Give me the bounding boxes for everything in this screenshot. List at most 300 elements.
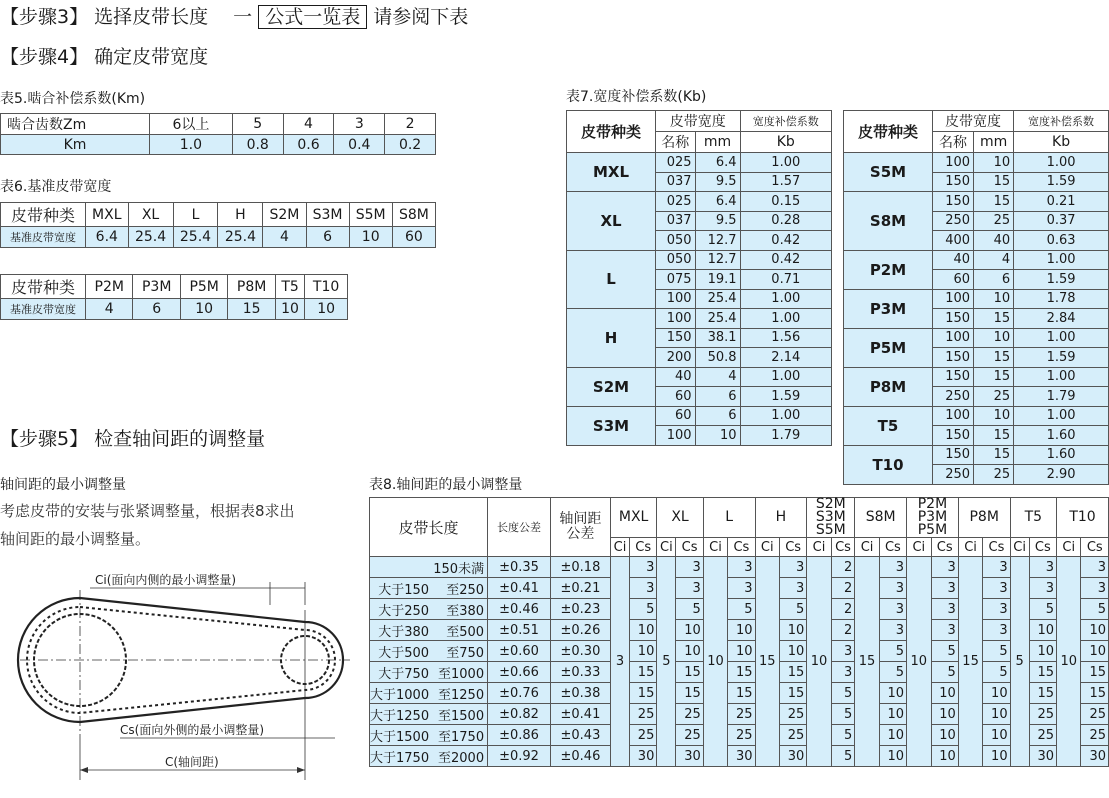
t8-cs-cell: 3: [1081, 557, 1109, 578]
t6a-head-cell: L: [173, 203, 218, 227]
t6a-head-cell: MXL: [86, 203, 129, 227]
t8-cs-cell: 3: [879, 620, 906, 641]
t7-name-cell: 100: [656, 426, 696, 446]
t6a-value-cell: 4: [263, 227, 306, 248]
t7-name-cell: 40: [656, 367, 696, 387]
t6b-value-cell: 基准皮带宽度: [1, 299, 86, 320]
t7-type-cell: XL: [567, 192, 656, 251]
t7-kb-cell: 1.59: [1014, 270, 1109, 290]
t5-head-cell: 5: [232, 114, 283, 135]
table6b-base-width: [0, 274, 348, 320]
t7-head-mm: mm: [974, 132, 1014, 153]
step5-heading: 【步骤5】 检查轴间距的调整量: [0, 428, 266, 450]
t7-head-kb1: 宽度补偿系数: [740, 111, 831, 132]
t7-head-kb2: Kb: [740, 132, 831, 153]
t8-cs-cell: 10: [983, 725, 1010, 746]
t8-cs-cell: 15: [1081, 683, 1109, 704]
t7-name-cell: 250: [933, 465, 974, 485]
t8-cs-cell: 10: [676, 620, 703, 641]
t7-type-cell: S2M: [567, 367, 656, 406]
t8-to-cell: 150未满: [432, 557, 488, 578]
t7-mm-cell: 6.4: [695, 153, 740, 173]
t8-head-ci: Ci: [1010, 538, 1029, 557]
t6b-value-cell: 10: [275, 299, 304, 320]
t7-type-cell: MXL: [567, 153, 656, 192]
t7-type-cell: P5M: [844, 328, 933, 367]
t7-name-cell: 150: [933, 192, 974, 212]
t7-mm-cell: 6: [974, 270, 1014, 290]
t6a-value-cell: 25.4: [128, 227, 173, 248]
t8-cs-cell: 5: [676, 599, 703, 620]
t7-mm-cell: 25.4: [695, 289, 740, 309]
t8-cs-cell: 10: [728, 620, 755, 641]
t8-cs-cell: 30: [630, 746, 657, 767]
t8-head-type: H: [755, 498, 807, 538]
t8-cs-cell: 30: [1029, 746, 1056, 767]
t7-name-cell: 025: [656, 192, 696, 212]
t7-kb-cell: 0.37: [1014, 211, 1109, 231]
t8-head-ci: Ci: [703, 538, 727, 557]
t8-cs-cell: 5: [931, 662, 958, 683]
t8-head-tol: 长度公差: [488, 498, 551, 557]
t8-cs-cell: 25: [728, 725, 755, 746]
t8-head-type: S2M S3M S5M: [807, 498, 855, 538]
t8-cs-cell: 10: [780, 641, 807, 662]
t8-cs-cell: 15: [1029, 683, 1056, 704]
cs-label: Cs(面向外侧的最小调整量): [120, 723, 264, 737]
t8-to-cell: 至1000: [432, 662, 488, 683]
t6b-value-cell: 4: [86, 299, 133, 320]
t8-cs-cell: 25: [676, 704, 703, 725]
t8-to-cell: 至2000: [432, 746, 488, 767]
t5-head-cell: 4: [283, 114, 334, 135]
t7-head-type: 皮带种类: [567, 111, 656, 153]
t5-value-cell: Km: [1, 135, 150, 155]
t7-head-kb1: 宽度补偿系数: [1014, 111, 1109, 132]
t7-name-cell: 200: [656, 348, 696, 368]
t6b-value-cell: 10: [305, 299, 348, 320]
t8-cs-cell: 5: [630, 599, 657, 620]
t8-cs-cell: 3: [931, 599, 958, 620]
t8-tol-cell: ±0.76: [488, 683, 551, 704]
t7-name-cell: 050: [656, 250, 696, 270]
t8-head-cs: Cs: [983, 538, 1010, 557]
t7-kb-cell: 1.00: [1014, 153, 1109, 173]
t8-cs-cell: 10: [983, 683, 1010, 704]
t8-head-type: MXL: [610, 498, 656, 538]
t7-head-name: 名称: [933, 132, 974, 153]
t8-cs-cell: 25: [1081, 725, 1109, 746]
t8-cs-cell: 10: [780, 620, 807, 641]
t6a-head-cell: S8M: [392, 203, 435, 227]
t7-name-cell: 150: [933, 367, 974, 387]
t8-cs-cell: 5: [831, 683, 855, 704]
t8-tol-cell: ±0.66: [488, 662, 551, 683]
t8-cs-cell: 10: [931, 683, 958, 704]
t8-from-cell: [370, 557, 433, 578]
t7-mm-cell: 15: [974, 309, 1014, 329]
t8-cs-cell: 10: [879, 746, 906, 767]
t7-head-name: 名称: [656, 132, 696, 153]
t8-from-cell: 大于1500: [370, 725, 433, 746]
t5-value-cell: 0.8: [232, 135, 283, 155]
step3-tail: 请参阅下表: [373, 6, 469, 28]
t7-mm-cell: 19.1: [695, 270, 740, 290]
t8-head-type: P8M: [958, 498, 1010, 538]
t8-ci-cell: 5: [1010, 557, 1029, 767]
t6b-head-cell: P8M: [228, 275, 275, 299]
t8-head-ci: Ci: [610, 538, 629, 557]
t6b-value-cell: 10: [180, 299, 227, 320]
t8-head-ci: Ci: [958, 538, 982, 557]
t8-cs-cell: 30: [1081, 746, 1109, 767]
t8-cs-cell: 10: [931, 746, 958, 767]
t8-tol-cell: ±0.92: [488, 746, 551, 767]
t7-mm-cell: 12.7: [695, 231, 740, 251]
t7-kb-cell: 0.28: [740, 211, 831, 231]
t8-ci-cell: 10: [703, 557, 727, 767]
t8-cs-cell: 15: [728, 662, 755, 683]
t8-head-type: T10: [1057, 498, 1109, 538]
t7-mm-cell: 15: [974, 172, 1014, 192]
t8-cs-cell: 10: [879, 704, 906, 725]
t7-name-cell: 100: [933, 289, 974, 309]
t8-cs-cell: 3: [879, 599, 906, 620]
t8-cs-cell: 3: [931, 578, 958, 599]
t7-type-cell: S3M: [567, 406, 656, 445]
t8-from-cell: 大于1000: [370, 683, 433, 704]
t7-name-cell: 150: [933, 348, 974, 368]
t8-to-cell: 至750: [432, 641, 488, 662]
t7-mm-cell: 10: [974, 328, 1014, 348]
t7-kb-cell: 1.00: [740, 289, 831, 309]
t8-cs-cell: 5: [931, 641, 958, 662]
t7-type-cell: S5M: [844, 153, 933, 192]
t7-name-cell: 60: [933, 270, 974, 290]
t7-kb-cell: 1.59: [1014, 348, 1109, 368]
t6b-head-cell: P3M: [133, 275, 180, 299]
t8-cs-cell: 10: [630, 620, 657, 641]
t7-kb-cell: 1.00: [1014, 406, 1109, 426]
t7-kb-cell: 1.00: [740, 153, 831, 173]
t8-from-cell: 大于1750: [370, 746, 433, 767]
t7-mm-cell: 25.4: [695, 309, 740, 329]
t7-kb-cell: 1.79: [740, 426, 831, 446]
table8-caption: 表8.轴间距的最小调整量: [369, 477, 523, 493]
t8-cs-cell: 30: [728, 746, 755, 767]
t8-cs-cell: 2: [831, 578, 855, 599]
t7-head-mm: mm: [695, 132, 740, 153]
t8-cs-cell: 25: [676, 725, 703, 746]
t7-kb-cell: 2.90: [1014, 465, 1109, 485]
t8-cs-cell: 10: [630, 641, 657, 662]
t7-mm-cell: 6.4: [695, 192, 740, 212]
t8-tol-cell: ±0.82: [488, 704, 551, 725]
step4-heading: 【步骤4】 确定皮带宽度: [0, 46, 209, 68]
t7-mm-cell: 15: [974, 426, 1014, 446]
t8-to-cell: 至1750: [432, 725, 488, 746]
section5-desc1: 考虑皮带的安装与张紧调整量，根据表8求出: [0, 502, 295, 520]
t8-axis-cell: ±0.41: [550, 704, 610, 725]
t7-name-cell: 025: [656, 153, 696, 173]
t7-type-cell: T10: [844, 445, 933, 484]
t8-cs-cell: 3: [983, 599, 1010, 620]
t7-mm-cell: 50.8: [695, 348, 740, 368]
belt-diagram: [0, 570, 360, 790]
t8-to-cell: 至1500: [432, 704, 488, 725]
t7-type-cell: P3M: [844, 289, 933, 328]
t8-cs-cell: 5: [728, 599, 755, 620]
t8-cs-cell: 3: [931, 620, 958, 641]
t6a-head-cell: S3M: [306, 203, 349, 227]
t8-cs-cell: 25: [630, 725, 657, 746]
t8-head-length: 皮带长度: [370, 498, 488, 557]
t8-head-type: S8M: [855, 498, 907, 538]
t8-head-cs: Cs: [728, 538, 755, 557]
t7-name-cell: 037: [656, 211, 696, 231]
section5-subtitle: 轴间距的最小调整量: [0, 477, 126, 493]
t7-mm-cell: 4: [695, 367, 740, 387]
t5-head-cell: 6以上: [150, 114, 233, 135]
t8-axis-cell: ±0.30: [550, 641, 610, 662]
t6b-value-cell: 15: [228, 299, 275, 320]
t8-head-ci: Ci: [807, 538, 831, 557]
t7-kb-cell: 0.42: [740, 250, 831, 270]
t7-mm-cell: 6: [695, 406, 740, 426]
t8-cs-cell: 2: [831, 557, 855, 578]
table8-min-adjustment: [369, 497, 1109, 767]
t7-mm-cell: 15: [974, 367, 1014, 387]
t7-name-cell: 150: [656, 328, 696, 348]
t7-kb-cell: 1.60: [1014, 426, 1109, 446]
t7-kb-cell: 1.00: [1014, 367, 1109, 387]
t7-mm-cell: 10: [695, 426, 740, 446]
t8-cs-cell: 10: [1081, 641, 1109, 662]
t7-name-cell: 150: [933, 309, 974, 329]
t8-tol-cell: ±0.86: [488, 725, 551, 746]
t6a-head-cell: XL: [128, 203, 173, 227]
t8-head-type: T5: [1010, 498, 1056, 538]
t8-cs-cell: 5: [879, 662, 906, 683]
t8-head-cs: Cs: [831, 538, 855, 557]
t8-cs-cell: 3: [879, 578, 906, 599]
t8-cs-cell: 3: [1029, 578, 1056, 599]
t8-from-cell: 大于380: [370, 620, 433, 641]
t8-head-cs: Cs: [676, 538, 703, 557]
t8-cs-cell: 25: [630, 704, 657, 725]
t8-axis-cell: ±0.26: [550, 620, 610, 641]
t8-cs-cell: 2: [831, 620, 855, 641]
t8-cs-cell: 10: [1081, 620, 1109, 641]
t7-name-cell: 60: [656, 387, 696, 407]
t7-head-type: 皮带种类: [844, 111, 933, 153]
t7-kb-cell: 0.71: [740, 270, 831, 290]
t6b-head-cell: T10: [305, 275, 348, 299]
t8-cs-cell: 25: [1029, 725, 1056, 746]
c-label: C(轴间距): [165, 755, 219, 769]
t7-name-cell: 60: [656, 406, 696, 426]
t5-head-cell: 啮合齿数Zm: [1, 114, 150, 135]
t5-value-cell: 0.6: [283, 135, 334, 155]
t7-name-cell: 400: [933, 231, 974, 251]
t8-axis-cell: ±0.38: [550, 683, 610, 704]
t8-from-cell: 大于500: [370, 641, 433, 662]
t7-name-cell: 100: [933, 328, 974, 348]
t8-cs-cell: 10: [879, 683, 906, 704]
t8-tol-cell: ±0.60: [488, 641, 551, 662]
t8-cs-cell: 3: [676, 578, 703, 599]
t7-mm-cell: 25: [974, 211, 1014, 231]
t6a-value-cell: 基准皮带宽度: [1, 227, 86, 248]
t7-mm-cell: 38.1: [695, 328, 740, 348]
c-arrow-left: [80, 767, 88, 773]
t7-name-cell: 150: [933, 445, 974, 465]
t8-cs-cell: 3: [1081, 578, 1109, 599]
t7-mm-cell: 25: [974, 387, 1014, 407]
t6a-head-cell: H: [218, 203, 263, 227]
t8-cs-cell: 3: [831, 641, 855, 662]
t8-cs-cell: 3: [728, 578, 755, 599]
t8-cs-cell: 10: [931, 704, 958, 725]
t7-mm-cell: 15: [974, 348, 1014, 368]
t8-cs-cell: 5: [780, 599, 807, 620]
t8-from-cell: 大于750: [370, 662, 433, 683]
table5-mesh-compensation: [0, 113, 436, 155]
t8-cs-cell: 15: [1029, 662, 1056, 683]
t7-kb-cell: 0.63: [1014, 231, 1109, 251]
t8-cs-cell: 3: [630, 578, 657, 599]
t7-type-cell: T5: [844, 406, 933, 445]
t7-type-cell: H: [567, 309, 656, 368]
t6b-head-cell: 皮带种类: [1, 275, 86, 299]
t8-cs-cell: 15: [630, 683, 657, 704]
t8-cs-cell: 15: [676, 662, 703, 683]
t8-axis-cell: ±0.23: [550, 599, 610, 620]
t8-ci-cell: 15: [958, 557, 982, 767]
t8-cs-cell: 10: [1029, 641, 1056, 662]
t8-head-cs: Cs: [630, 538, 657, 557]
t8-cs-cell: 15: [780, 662, 807, 683]
t8-cs-cell: 5: [1081, 599, 1109, 620]
t8-head-type: XL: [657, 498, 703, 538]
t8-ci-cell: 5: [657, 557, 676, 767]
t8-head-ci: Ci: [1057, 538, 1081, 557]
t5-value-cell: 0.2: [385, 135, 436, 155]
t8-to-cell: 至380: [432, 599, 488, 620]
t8-cs-cell: 3: [780, 557, 807, 578]
t8-cs-cell: 3: [983, 578, 1010, 599]
t8-cs-cell: 5: [831, 746, 855, 767]
t8-axis-cell: ±0.46: [550, 746, 610, 767]
t7-kb-cell: 1.00: [1014, 250, 1109, 270]
t8-head-axis: 轴间距 公差: [550, 498, 610, 557]
t8-cs-cell: 3: [879, 557, 906, 578]
t8-tol-cell: ±0.41: [488, 578, 551, 599]
t7-name-cell: 050: [656, 231, 696, 251]
t7-name-cell: 100: [656, 289, 696, 309]
t8-head-ci: Ci: [855, 538, 879, 557]
table7-right: [843, 110, 1109, 485]
t7-kb-cell: 1.59: [740, 387, 831, 407]
t8-head-ci: Ci: [907, 538, 931, 557]
t8-cs-cell: 5: [983, 662, 1010, 683]
t8-cs-cell: 10: [983, 746, 1010, 767]
t8-cs-cell: 10: [728, 641, 755, 662]
t7-name-cell: 150: [933, 426, 974, 446]
t6a-value-cell: 60: [392, 227, 435, 248]
t7-kb-cell: 1.00: [740, 406, 831, 426]
ci-label: Ci(面向内侧的最小调整量): [95, 573, 237, 587]
t8-cs-cell: 3: [983, 557, 1010, 578]
t6b-value-cell: 6: [133, 299, 180, 320]
t8-to-cell: 至1250: [432, 683, 488, 704]
t8-tol-cell: ±0.46: [488, 599, 551, 620]
t7-kb-cell: 1.56: [740, 328, 831, 348]
t7-name-cell: 100: [933, 406, 974, 426]
t8-cs-cell: 15: [1081, 662, 1109, 683]
t7-name-cell: 150: [933, 172, 974, 192]
t6b-head-cell: P5M: [180, 275, 227, 299]
t7-head-kb2: Kb: [1014, 132, 1109, 153]
t7-kb-cell: 2.14: [740, 348, 831, 368]
t7-mm-cell: 6: [695, 387, 740, 407]
t8-cs-cell: 25: [1029, 704, 1056, 725]
t8-ci-cell: 3: [610, 557, 629, 767]
t7-name-cell: 075: [656, 270, 696, 290]
formula-list-link[interactable]: 公式一览表: [258, 5, 367, 29]
t6a-value-cell: 6.4: [86, 227, 129, 248]
t7-mm-cell: 10: [974, 289, 1014, 309]
t7-type-cell: L: [567, 250, 656, 309]
t7-mm-cell: 4: [974, 250, 1014, 270]
t8-axis-cell: ±0.21: [550, 578, 610, 599]
t7-kb-cell: 0.21: [1014, 192, 1109, 212]
table7-caption: 表7.宽度补偿系数(Kb): [566, 89, 707, 105]
t8-to-cell: 至500: [432, 620, 488, 641]
t7-mm-cell: 15: [974, 192, 1014, 212]
t7-kb-cell: 1.60: [1014, 445, 1109, 465]
t8-ci-cell: 10: [1057, 557, 1081, 767]
t7-mm-cell: 9.5: [695, 211, 740, 231]
step3-heading: [0, 2, 468, 29]
t8-cs-cell: 2: [831, 599, 855, 620]
t8-axis-cell: ±0.18: [550, 557, 610, 578]
t8-head-type: P2M P3M P5M: [907, 498, 959, 538]
t7-kb-cell: 1.00: [740, 309, 831, 329]
t8-from-cell: 大于1250: [370, 704, 433, 725]
table6-caption: 表6.基准皮带宽度: [0, 179, 112, 195]
t8-cs-cell: 25: [780, 725, 807, 746]
t8-tol-cell: ±0.35: [488, 557, 551, 578]
t8-head-ci: Ci: [755, 538, 779, 557]
t6a-head-cell: S5M: [349, 203, 392, 227]
t8-cs-cell: 5: [831, 704, 855, 725]
t6b-head-cell: P2M: [86, 275, 133, 299]
t7-type-cell: P8M: [844, 367, 933, 406]
t6a-value-cell: 10: [349, 227, 392, 248]
t6a-value-cell: 25.4: [173, 227, 218, 248]
t8-cs-cell: 5: [879, 641, 906, 662]
t8-cs-cell: 3: [831, 662, 855, 683]
t6a-value-cell: 6: [306, 227, 349, 248]
t7-name-cell: 100: [933, 153, 974, 173]
t7-name-cell: 40: [933, 250, 974, 270]
t8-head-cs: Cs: [1081, 538, 1109, 557]
t6b-head-cell: T5: [275, 275, 304, 299]
t8-cs-cell: 15: [676, 683, 703, 704]
t8-cs-cell: 3: [931, 557, 958, 578]
t7-mm-cell: 40: [974, 231, 1014, 251]
